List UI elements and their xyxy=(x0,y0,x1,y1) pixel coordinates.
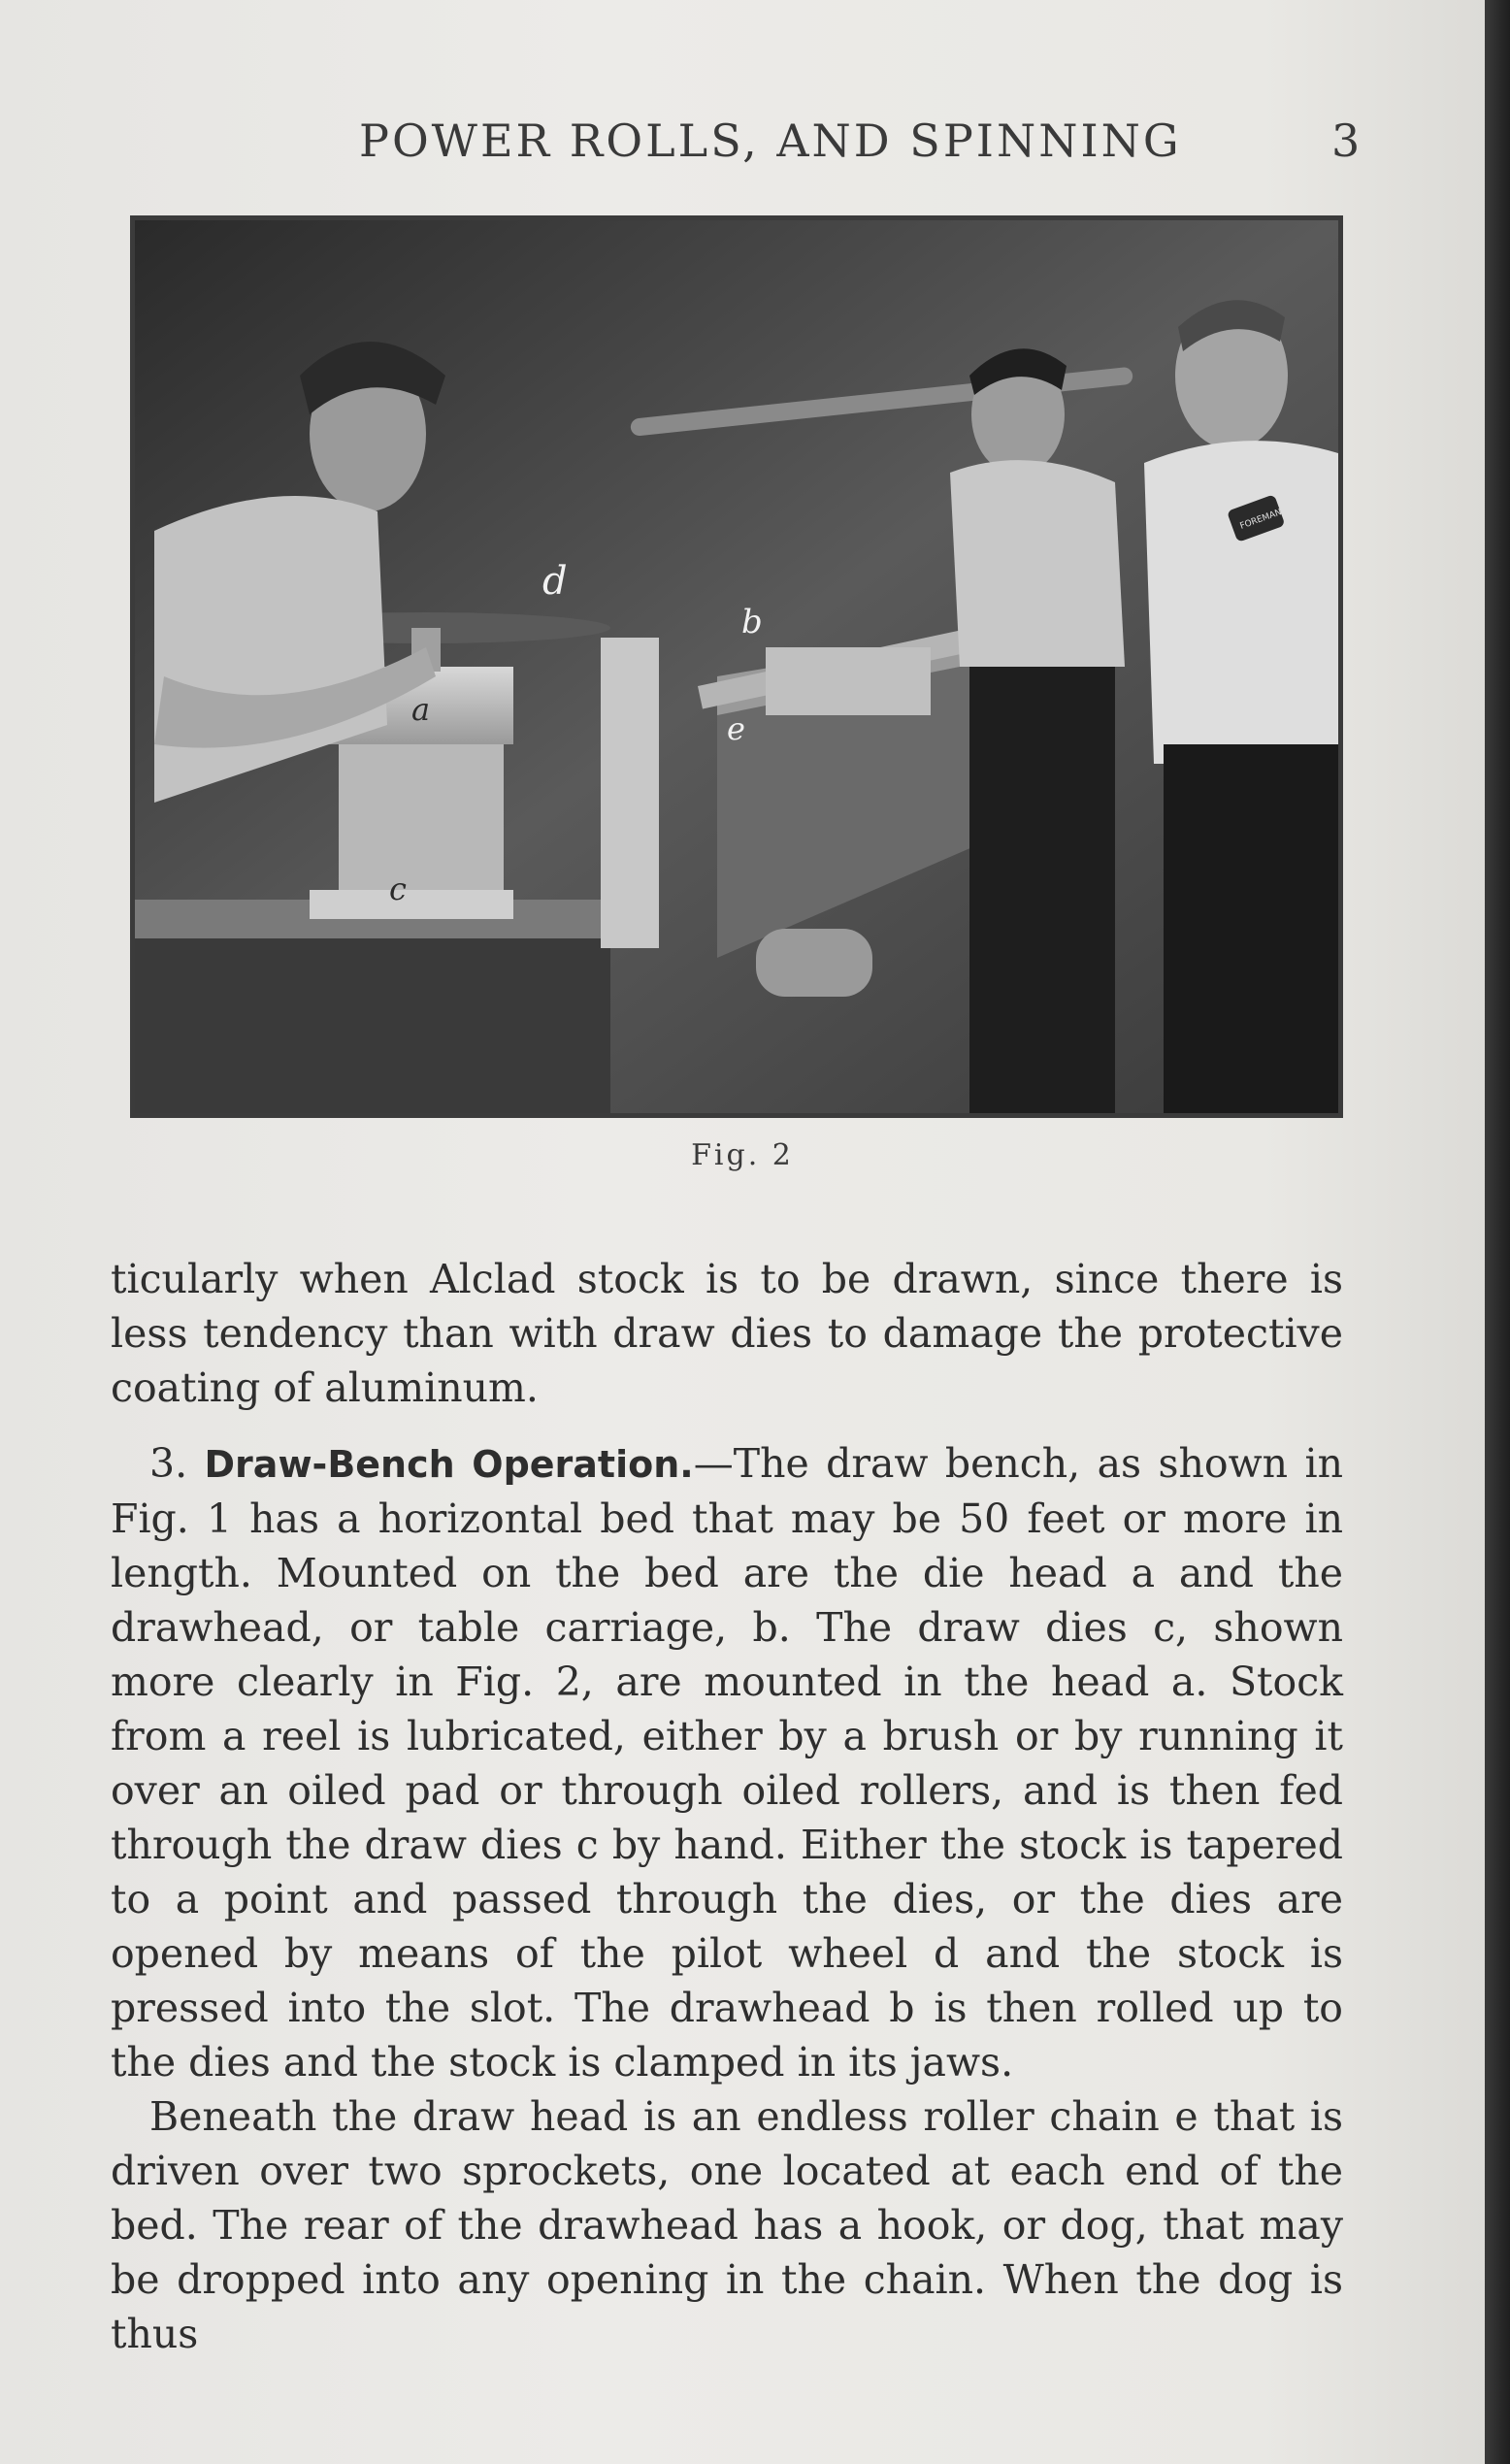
page-number: 3 xyxy=(1331,115,1361,167)
figure-label-b: b xyxy=(741,603,763,641)
foreman-badge: FOREMAN xyxy=(1238,508,1284,532)
section-heading: Draw-Bench Operation. xyxy=(204,1443,694,1486)
page-header xyxy=(0,115,1485,173)
paragraph-continued: ticularly when Alclad stock is to be drawn, since there is less tendency than with draw dies to damage the protective coating of aluminum. xyxy=(111,1256,1343,1411)
paragraph-section-3 xyxy=(111,1436,1343,2089)
draw-bench-photo-illustration xyxy=(135,220,1338,1113)
section-number: 3. xyxy=(149,1440,188,1487)
body-text xyxy=(111,1252,1343,2361)
figure-label-a: a xyxy=(411,691,431,728)
figure-photo xyxy=(130,215,1343,1118)
figure-label-e: e xyxy=(727,710,745,747)
figure-label-d: d xyxy=(542,559,568,604)
running-title: POWER ROLLS, AND SPINNING xyxy=(359,115,1182,167)
figure-label-c: c xyxy=(389,871,407,907)
section-body: —The draw bench, as shown in Fig. 1 has a horizontal bed that may be 50 feet or more in length. Mounted on the bed are the die head a and the drawhead, or table carriage, b. The draw dies c, shown more clearly in Fig. 2, are mounted in the head a. Stock from a reel is lubricated, either by a brush or by running it over an oiled pad or through oiled rollers, and is then fed through the draw dies c by hand. Either the stock is tapered to a point and passed through the dies, or the dies are opened by means of the pilot wheel d and the stock is pressed into the slot. The drawhead b is then rolled up to the dies and the stock is clamped in its jaws. xyxy=(111,1440,1343,2086)
book-spine-shadow xyxy=(1485,0,1510,2464)
paragraph-roller-chain: Beneath the draw head is an endless roller chain e that is driven over two sprockets, one located at each end of the bed. The rear of the drawhead has a hook, or dog, that may be dropped into any opening in the chain. When the dog is thus xyxy=(111,2093,1343,2357)
figure-caption: Fig. 2 xyxy=(691,1138,794,1172)
